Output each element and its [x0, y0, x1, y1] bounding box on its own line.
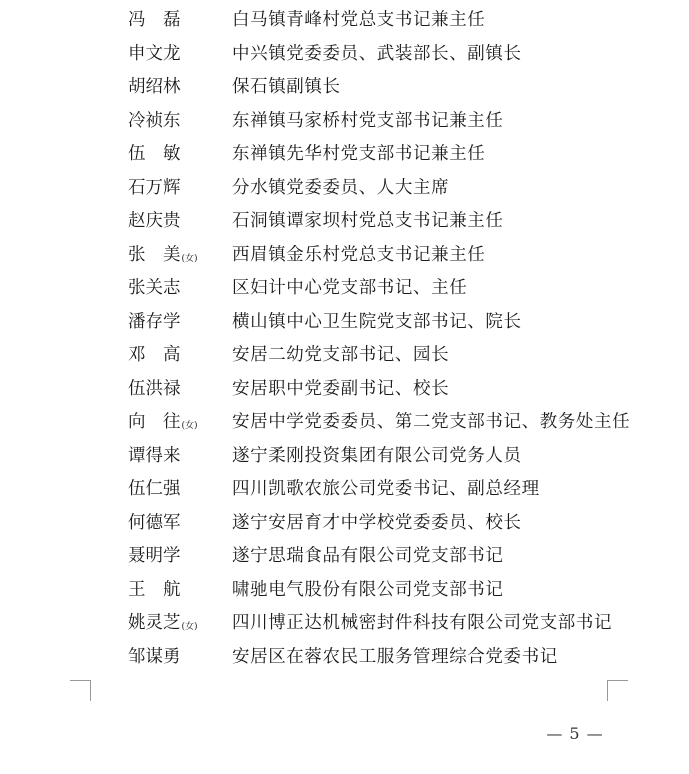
list-item	[0, 641, 689, 675]
person-title: 东禅镇先华村党支部书记兼主任	[232, 144, 486, 164]
list-item	[0, 473, 689, 507]
person-name: 冷祯东	[128, 110, 181, 131]
person-title: 东禅镇马家桥村党支部书记兼主任	[232, 110, 504, 131]
gender-note: (女)	[181, 253, 198, 264]
person-title: 四川凯歌农旅公司党委书记、副总经理	[232, 479, 540, 499]
person-title: 横山镇中心卫生院党支部书记、院长	[232, 311, 522, 332]
person-title: 保石镇副镇长	[232, 77, 341, 97]
person-name: 张 美(女)	[128, 239, 198, 276]
list-item	[0, 507, 689, 541]
person-name: 姚灵芝(女)	[128, 607, 198, 644]
name-list	[0, 4, 689, 674]
person-title: 啸驰电气股份有限公司党支部书记	[232, 579, 504, 600]
list-item	[0, 373, 689, 407]
list-item	[0, 306, 689, 340]
person-title: 遂宁安居育才中学校党委委员、校长	[232, 512, 522, 533]
person-title: 安居区在蓉农民工服务管理综合党委书记	[232, 646, 558, 667]
page-number: — 5 —	[546, 724, 604, 743]
gender-note: (女)	[181, 622, 198, 632]
person-name: 胡绍林	[128, 77, 181, 97]
person-title: 四川博正达机械密封件科技有限公司党支部书记	[232, 613, 613, 633]
list-item	[0, 574, 689, 608]
person-title: 遂宁柔刚投资集团有限公司党务人员	[232, 445, 522, 466]
person-name: 谭得来	[128, 445, 181, 466]
person-name: 向 往(女)	[128, 406, 198, 443]
person-title: 安居职中党委副书记、校长	[232, 378, 450, 399]
person-title: 中兴镇党委委员、武装部长、副镇长	[232, 43, 522, 64]
person-name: 石万辉	[128, 177, 181, 198]
list-item	[0, 71, 689, 105]
person-title: 遂宁思瑞食品有限公司党支部书记	[232, 546, 504, 566]
list-item	[0, 339, 689, 373]
person-title: 安居二幼党支部书记、园长	[232, 345, 450, 365]
gender-note: (女)	[181, 421, 198, 431]
crop-mark-right	[607, 680, 628, 701]
person-name: 何德军	[128, 512, 181, 533]
list-item	[0, 239, 689, 273]
person-title: 石洞镇谭家坝村党总支书记兼主任	[232, 211, 504, 231]
list-item	[0, 607, 689, 641]
person-name: 王 航	[128, 579, 181, 600]
list-item	[0, 172, 689, 206]
list-item	[0, 272, 689, 306]
person-title: 西眉镇金乐村党总支书记兼主任	[232, 244, 486, 265]
crop-mark-left	[70, 680, 91, 701]
person-name: 张关志	[128, 278, 181, 298]
person-name: 潘存学	[128, 311, 181, 332]
person-title: 安居中学党委委员、第二党支部书记、教务处主任	[232, 412, 631, 432]
person-name: 伍 敏	[128, 144, 181, 164]
list-item	[0, 540, 689, 574]
list-item	[0, 138, 689, 172]
list-item	[0, 205, 689, 239]
person-name: 赵庆贵	[128, 211, 181, 231]
person-name: 冯 磊	[128, 10, 181, 30]
person-name: 申文龙	[128, 43, 181, 64]
person-name: 聂明学	[128, 546, 181, 566]
person-name: 邓 高	[128, 345, 181, 365]
list-item	[0, 38, 689, 72]
person-title: 区妇计中心党支部书记、主任	[232, 278, 468, 298]
person-name: 邹谋勇	[128, 646, 181, 667]
list-item	[0, 406, 689, 440]
list-item	[0, 4, 689, 38]
list-item	[0, 105, 689, 139]
person-name: 伍仁强	[128, 479, 181, 499]
person-title: 分水镇党委委员、人大主席	[232, 177, 450, 198]
person-name: 伍洪禄	[128, 378, 181, 399]
person-title: 白马镇青峰村党总支书记兼主任	[232, 10, 486, 30]
list-item	[0, 440, 689, 474]
